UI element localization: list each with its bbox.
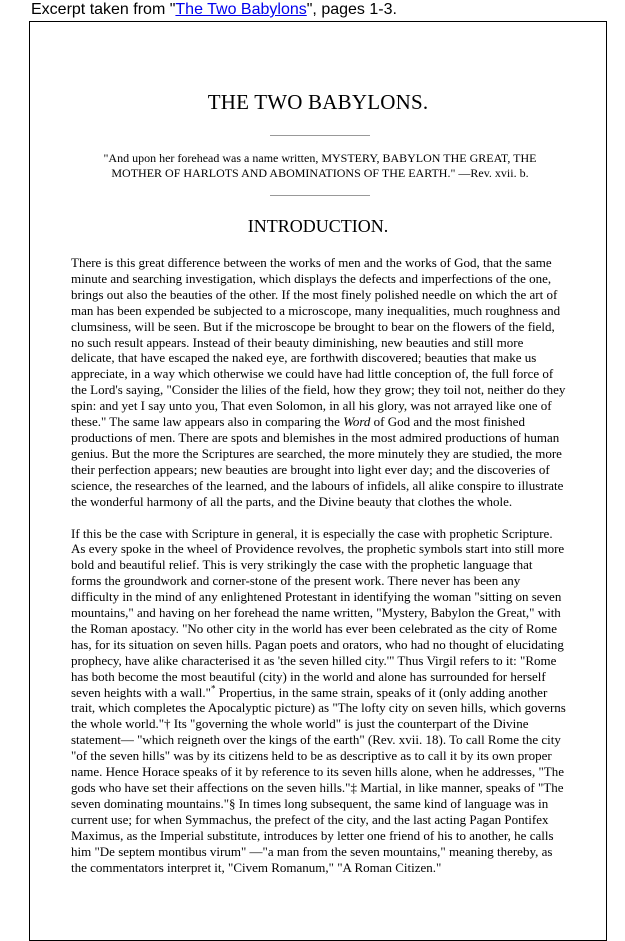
paragraph-2 <box>71 526 566 876</box>
document-title: THE TWO BABYLONS. <box>207 90 429 114</box>
body-text <box>71 255 566 891</box>
excerpt-frame <box>29 21 607 941</box>
paragraph-1-part-a: There is this great difference between the works of men and the works of God, that the same minute and searching investigation, which displays the defects and imperfections of the one, brings out also the beauties of the other. If the most finely polished needle on which the art of man has been expended be subjected to a microscope, many inequalities, much roughness and clumsiness, will be seen. But if the microscope be brought to bear on the flowers of the field, no such result appears. Instead of their beauty diminishing, new beauties and still more delicate, that have escaped the naked eye, are forthwith discovered; beauties that make us appreciate, in a way which otherwise we could have had little conception of, the full force of the Lord's saying, "Consider the lilies of the field, how they grow; they toil not, neither do they spin: and yet I say unto you, That even Solomon, in all his glory, was not arrayed like one of these." The same law appears also in comparing the <box>71 255 566 430</box>
caption-prefix: Excerpt taken from " <box>31 1 176 18</box>
paragraph-1 <box>71 255 566 510</box>
divider-bottom <box>270 195 370 196</box>
epigraph: "And upon her forehead was a name written, MYSTERY, BABYLON THE GREAT, THE MOTHER OF HARLOTS AND ABOMINATIONS OF THE EARTH." —Rev. xvii. b. <box>103 151 537 180</box>
source-link[interactable]: The Two Babylons <box>175 1 307 18</box>
paragraph-1-part-b: of God and the most finished productions of men. There are spots and blemishes in the most admired productions of human genius. But the more the Scriptures are searched, the more minutely they are studied, the more their perfection appears; new beauties are brought into light ever day; and the discoveries of science, the researches of the learned, and the labours of infidels, all alike conspire to illustrate the wonderful harmony of all the parts, and the Divine beauty that clothes the whole. <box>71 414 564 509</box>
section-heading: INTRODUCTION. <box>247 216 389 236</box>
caption-suffix: ", pages 1-3. <box>306 1 397 18</box>
emphasis-word: Word <box>343 414 371 430</box>
footnote-marker: * <box>210 683 216 694</box>
paragraph-2-part-b: Propertius, in the same strain, speaks of it (only adding another trait, which completes the Apocalyptic picture) as "The lofty city on seven hills, which governs the whole world."† Its "governing the whole world" is just the counterpart of the Divine statement— "which reigneth over the kings of the earth" (Rev. xvii. 18). To call Rome the city "of the seven hills" was by its citizens held to be as descriptive as to call it by its own proper name. Hence Horace speaks of it by reference to its seven hills alone, when he addresses, "The gods who have set their affections on the seven hills."‡ Martial, in like manner, speaks of "The seven dominating mountains."§ In times long subsequent, the same kind of language was in current use; for when Symmachus, the prefect of the city, and the last acting Pagan Pontifex Maximus, as the Imperial substitute, introduces by letter one friend of his to another, he calls him "De septem montibus virum" —"a man from the seven mountains," meaning thereby, as the commentators interpret it, "Civem Romanum," "A Roman Citizen." <box>71 684 566 875</box>
paragraph-2-part-a: If this be the case with Scripture in general, it is especially the case with prophetic Scripture. As every spoke in the wheel of Providence revolves, the prophetic symbols start into still more bold and beautiful relief. This is very strikingly the case with the prophetic language that forms the groundwork and corner-stone of the present work. There never has been any difficulty in the mind of any enlightened Protestant in identifying the woman "sitting on seven mountains," and having on her forehead the name written, "Mystery, Babylon the Great," with the Roman apostacy. "No other city in the world has ever been celebrated as the city of Rome has, for its situation on seven hills. Pagan poets and orators, who had no thought of elucidating prophecy, have alike characterised it as 'the seven hilled city.'" Thus Virgil refers to it: "Rome has both become the most beautiful (city) in the world and alone has surrounded for herself seven heights with a wall." <box>71 525 565 700</box>
divider-top <box>270 135 370 136</box>
excerpt-caption <box>31 0 397 20</box>
